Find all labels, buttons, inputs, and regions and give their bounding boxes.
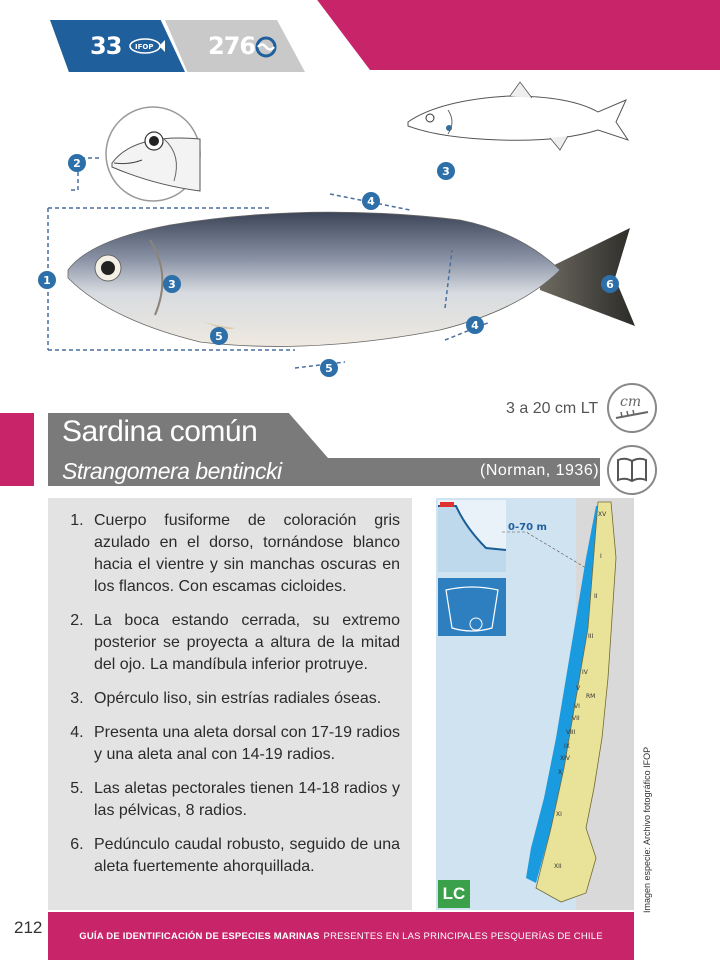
- callout-1: 1: [38, 271, 56, 289]
- svg-text:cm: cm: [620, 394, 642, 410]
- svg-text:V: V: [576, 685, 581, 692]
- description-item: 4. Presenta una aleta dorsal con 17-19 radios y una aleta anal con 14-19 radios.: [88, 722, 400, 766]
- footer-title-bold: GUÍA DE IDENTIFICACIÓN DE ESPECIES MARINAS: [79, 930, 320, 942]
- side-accent: [0, 413, 34, 486]
- svg-text:II: II: [594, 593, 598, 600]
- svg-text:XIV: XIV: [560, 755, 570, 762]
- species-author: (Norman, 1936): [480, 462, 600, 479]
- callout-4: 4: [362, 192, 380, 210]
- svg-text:VI: VI: [574, 703, 580, 710]
- callout-6: 6: [601, 275, 619, 293]
- svg-text:IX: IX: [564, 743, 570, 750]
- page-number: 212: [14, 918, 43, 937]
- description-item: 1. Cuerpo fusiforme de coloración gris azulado en el dorso, tornándose blanco hacia el vientre y sin manchas oscuras en los flancos. Con escamas cicloides.: [88, 510, 400, 598]
- svg-text:RM: RM: [586, 693, 596, 700]
- ruler-cm-icon: [606, 382, 658, 434]
- callout-4-anal: 4: [466, 316, 484, 334]
- callout-2: 2: [68, 154, 86, 172]
- description-item: 2. La boca estando cerrada, su extremo posterior se proyecta a altura de la mitad del ojo. La mandíbula inferior protruye.: [88, 610, 400, 676]
- footer-banner: [48, 912, 634, 960]
- svg-text:VII: VII: [572, 715, 580, 722]
- chile-map: [436, 498, 634, 910]
- svg-text:I: I: [600, 553, 602, 560]
- tab-right-number: 276: [208, 32, 256, 60]
- callout-3-drawing: 3: [437, 162, 455, 180]
- ifop-fish-icon: [128, 36, 166, 56]
- svg-text:XII: XII: [554, 863, 562, 870]
- tab-left-number: 33: [90, 32, 122, 60]
- footer-title-rest: PRESENTES EN LAS PRINCIPALES PESQUERÍAS DE CHILE: [323, 930, 603, 942]
- photo-credit: [636, 725, 656, 915]
- measurement-lines: [40, 150, 640, 380]
- description-panel: [48, 498, 412, 910]
- svg-text:0-70 m: 0-70 m: [508, 522, 547, 533]
- svg-text:Imagen especie: Archivo fotogr: Imagen especie: Archivo fotográfico IFOP: [642, 746, 652, 913]
- svg-text:XV: XV: [598, 511, 607, 518]
- callout-3: 3: [163, 275, 181, 293]
- book-icon: [606, 444, 658, 496]
- description-item: 5. Las aletas pectorales tienen 14-18 radios y las pélvicas, 8 radios.: [88, 778, 400, 822]
- status-badge: LC: [438, 880, 470, 908]
- svg-text:XI: XI: [556, 811, 562, 818]
- description-list: [48, 498, 412, 878]
- svg-text:III: III: [588, 633, 594, 640]
- distribution-map: [436, 498, 634, 910]
- callout-5: 5: [210, 327, 228, 345]
- svg-text:IFOP: IFOP: [135, 43, 154, 51]
- common-name: Sardina común: [62, 415, 258, 448]
- size-range: 3 a 20 cm LT: [506, 400, 599, 417]
- svg-text:IV: IV: [582, 669, 588, 676]
- svg-text:X: X: [558, 769, 563, 776]
- scientific-name: Strangomera bentincki: [62, 458, 282, 484]
- callout-5-pelvic: 5: [320, 359, 338, 377]
- wave-logo-icon: [254, 36, 278, 58]
- fish-line-drawing: [400, 80, 632, 160]
- description-item: 3. Opérculo liso, sin estrías radiales óseas.: [88, 688, 400, 710]
- svg-text:VIII: VIII: [566, 729, 576, 736]
- description-item: 6. Pedúnculo caudal robusto, seguido de una aleta fuertemente ahorquillada.: [88, 834, 400, 878]
